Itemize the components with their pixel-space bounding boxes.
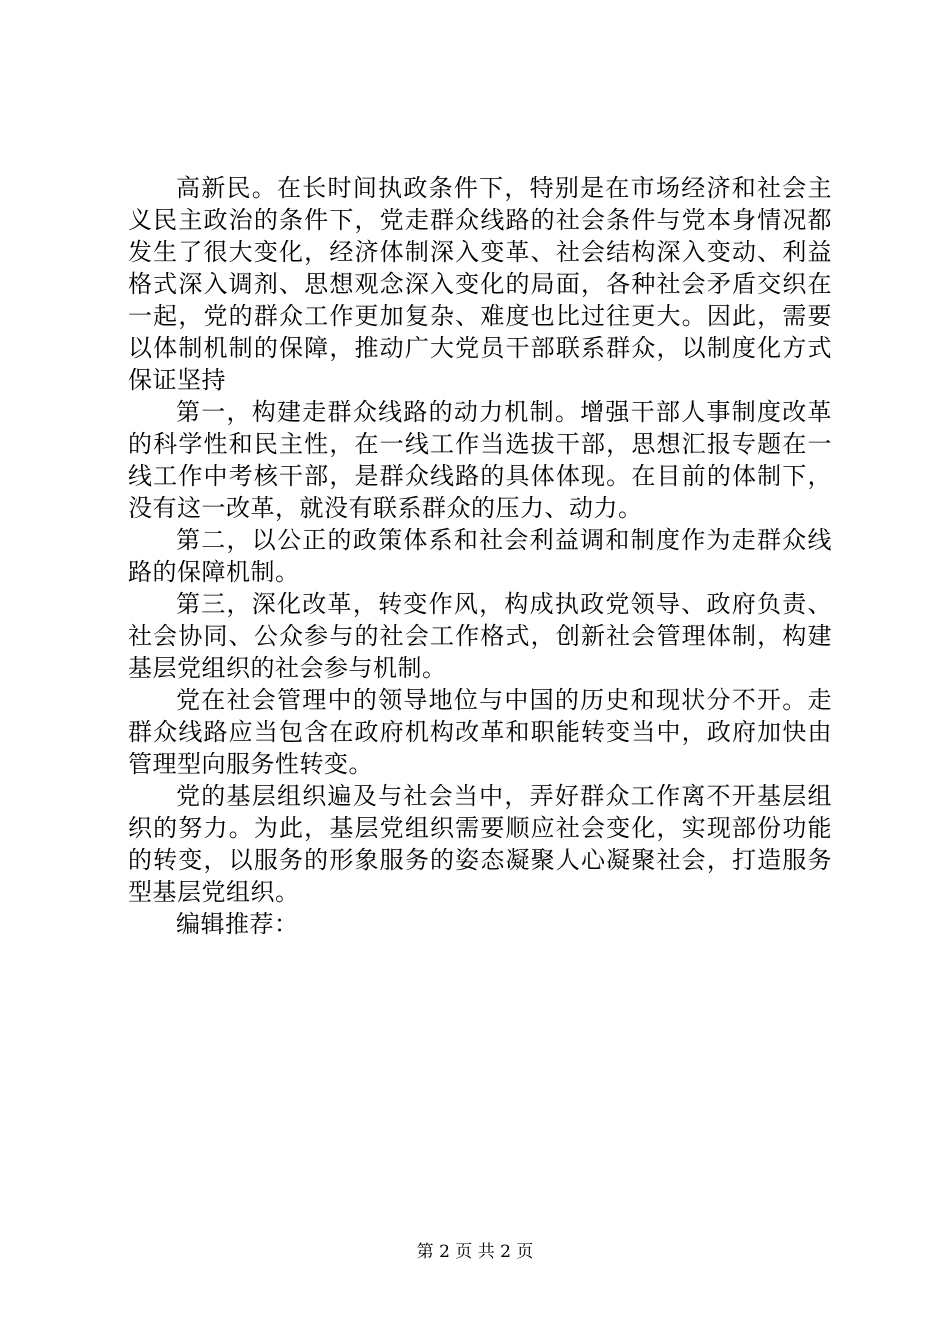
page-number-label: 第 2 页 共 2 页 bbox=[416, 1242, 534, 1262]
paragraph-1: 高新民。在长时间执政条件下，特别是在市场经济和社会主义民主政治的条件下，党走群众线路的社会条件与党本身情况都发生了很大变化，经济体制深入变革、社会结构深入变动、利益格式深入调剂、思想观念深入变化的局面，各种社会矛盾交织在一起，党的群众工作更加复杂、难度也比过往更大。因此，需要以体制机制的保障，推动广大党员干部联系群众，以制度化方式保证坚持 bbox=[128, 174, 832, 394]
paragraph-4: 第三，深化改革，转变作风，构成执政党领导、政府负责、社会协同、公众参与的社会工作格式，创新社会管理体制，构建基层党组织的社会参与机制。 bbox=[128, 590, 832, 682]
page-footer bbox=[0, 1242, 950, 1262]
paragraph-6: 党的基层组织遍及与社会当中，弄好群众工作离不开基层组织的努力。为此，基层党组织需要顺应社会变化，实现部份功能的转变，以服务的形象服务的姿态凝聚人心凝聚社会，打造服务型基层党组织。 bbox=[128, 782, 832, 906]
paragraph-2: 第一，构建走群众线路的动力机制。增强干部人事制度改革的科学性和民主性，在一线工作当选拔干部，思想汇报专题在一线工作中考核干部，是群众线路的具体体现。在目前的体制下，没有这一改革，就没有联系群众的压力、动力。 bbox=[128, 398, 832, 522]
paragraph-7: 编辑推荐： bbox=[176, 910, 299, 938]
paragraph-5: 党在社会管理中的领导地位与中国的历史和现状分不开。走群众线路应当包含在政府机构改革和职能转变当中，政府加快由管理型向服务性转变。 bbox=[128, 686, 832, 778]
paragraph-3: 第二，以公正的政策体系和社会利益调和制度作为走群众线路的保障机制。 bbox=[128, 526, 832, 586]
body-text bbox=[128, 172, 832, 940]
